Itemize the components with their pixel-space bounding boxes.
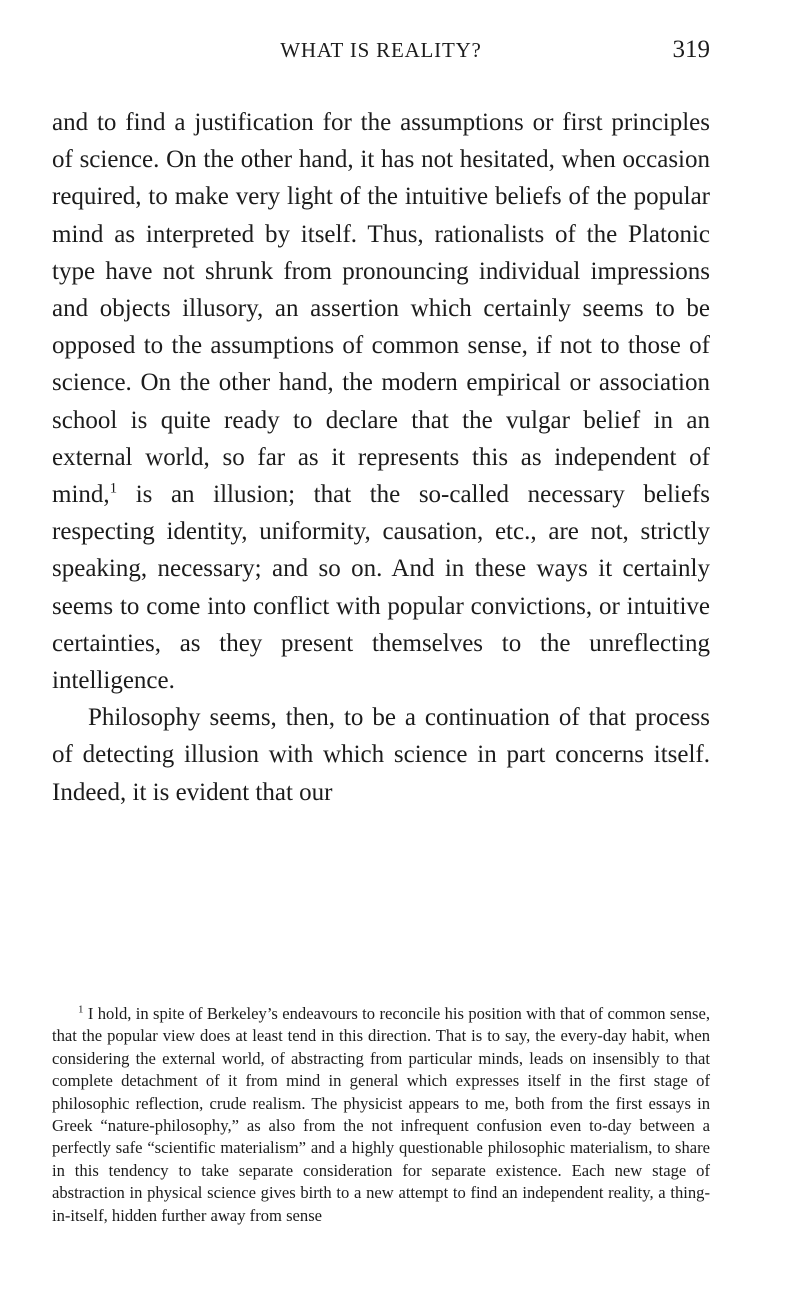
footnote-reference: 1 xyxy=(109,480,118,497)
running-head-title: WHAT IS REALITY? xyxy=(280,38,482,62)
paragraph-1-text-a: and to find a justification for the assumptions or first principles of science. On the other hand, it has not hesitated, when occasion required, to make very light of the intuitive beliefs of the popular mind as interpreted by itself. Thus, rationalists of the Platonic type have not shrunk from pronouncing individual impressions and objects illusory, an assertion which certainly seems to be opposed to the assumptions of common sense, if not to those of science. On the other hand, the modern empirical or association school is quite ready to declare that the vulgar belief in an external world, so far as it represents this as independent of mind, xyxy=(52,109,710,509)
main-text xyxy=(52,104,710,811)
footnote-text: I hold, in spite of Berkeley’s endeavours to reconcile his position with that of common sense, that the popular view does at least tend in this direction. That is to say, the every-day habit, when considering the external world, of abstracting from particular minds, leads on insensibly to that complete detachment of it from mind in general which expresses itself in the first stage of philosophic reflection, crude realism. The physicist appears to me, both from the first essays in Greek “nature-philosophy,” as also from the not infrequent confusion even to-day between a perfectly safe “scientific materialism” and a highly questionable philosophic materialism, to share in this tendency to take separate consideration for separate existence. Each new stage of abstraction in physical science gives birth to a new attempt to find an independent reality, a thing-in-itself, hidden further away from sense xyxy=(52,1004,710,1225)
footnote-mark: 1 xyxy=(78,1003,84,1016)
paragraph-1 xyxy=(52,104,710,699)
paragraph-1-text-b: is an illusion; that the so-called necessary beliefs respecting identity, uniformity, causation, etc., are not, strictly speaking, necessary; and so on. And in these ways it certainly seems to come into conflict with popular convictions, or intuitive certainties, as they present themselves to the unreflecting intelligence. xyxy=(52,481,710,695)
running-head xyxy=(52,30,710,70)
paragraph-2: Philosophy seems, then, to be a continuation of that process of detecting illusion with which science in part concerns itself. Indeed, it is evident that our xyxy=(52,704,710,806)
page-number: 319 xyxy=(672,36,710,63)
footnote-1 xyxy=(52,1003,710,1227)
footnotes xyxy=(52,1003,710,1227)
